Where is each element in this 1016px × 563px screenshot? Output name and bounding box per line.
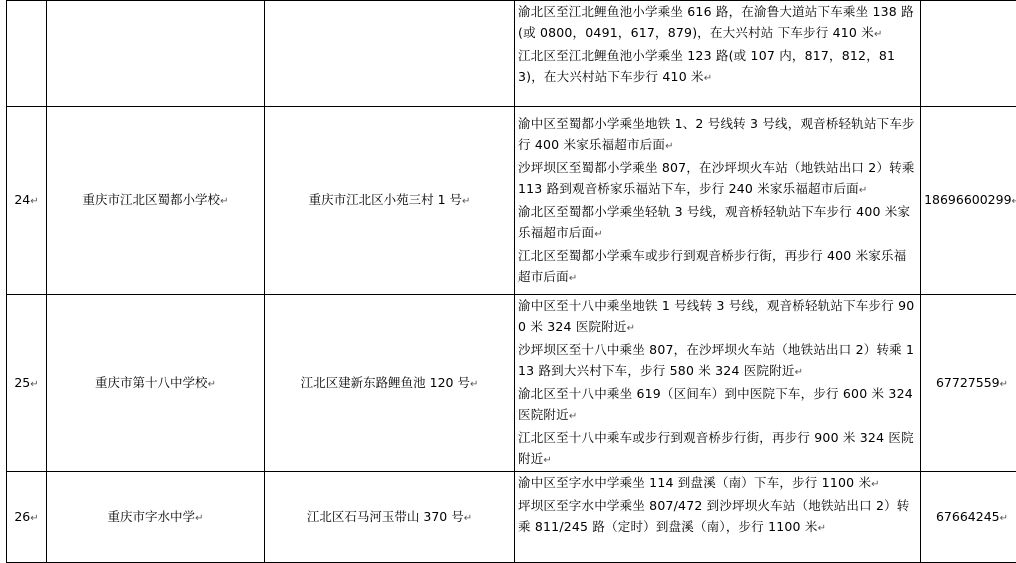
phone-cell: 67727559 ↵: [921, 295, 1016, 472]
route-line: 渝北区至江北鲤鱼池小学乘坐 616 路，在渝鲁大道站下车乘坐 138 路(或 0800，0491，617，879)，在大兴村站 下车步行 410 米 ↵: [518, 1, 917, 45]
address-cell: 江北区石马河玉带山 370 号 ↵: [265, 472, 515, 563]
school-name-cell: 重庆市第十八中学校 ↵: [47, 295, 265, 472]
school-route-table: [6, 0, 1016, 563]
row-number-cell: 26 ↵: [7, 472, 47, 563]
route-line: 渝中区至十八中乘坐地铁 1 号线转 3 号线，观音桥轻轨站下车步行 900 米 324 医院附近 ↵: [518, 295, 917, 339]
phone-cell: [921, 1, 1016, 107]
route-line: 渝北区至十八中乘坐 619（区间车）到中医院下车，步行 600 米 324 医院附近 ↵: [518, 383, 917, 427]
route-line: 江北区至十八中乘车或步行到观音桥步行街，再步行 900 米 324 医院附近 ↵: [518, 427, 917, 471]
address-cell: [265, 1, 515, 107]
row-number-cell: [7, 1, 47, 107]
address-cell: 江北区建新东路鲤鱼池 120 号 ↵: [265, 295, 515, 472]
route-line: 渝中区至字水中学乘坐 114 到盘溪（南）下车，步行 1100 米 ↵: [518, 472, 917, 495]
table-row: [7, 1, 1016, 107]
row-number-cell: 24 ↵: [7, 107, 47, 295]
phone-cell: 67664245 ↵: [921, 472, 1016, 563]
route-line: 坪坝区至字水中学乘坐 807/472 到沙坪坝火车站（地铁站出口 2）转乘 811/245 路（定时）到盘溪（南），步行 1100 米 ↵: [518, 495, 917, 539]
school-name-cell: 重庆市江北区蜀都小学校 ↵: [47, 107, 265, 295]
route-cell: [515, 1, 921, 107]
route-cell: [515, 472, 921, 563]
table-row: [7, 295, 1016, 472]
route-cell: [515, 295, 921, 472]
school-name-cell: [47, 1, 265, 107]
table-row: [7, 107, 1016, 295]
table-row: [7, 472, 1016, 563]
row-number-cell: 25 ↵: [7, 295, 47, 472]
route-line: 江北区至江北鲤鱼池小学乘坐 123 路(或 107 内，817，812，813)，在大兴村站下车步行 410 米 ↵: [518, 45, 917, 89]
route-cell: [515, 107, 921, 295]
route-line: 江北区至蜀都小学乘车或步行到观音桥步行街，再步行 400 米家乐福超市后面 ↵: [518, 245, 917, 289]
school-name-cell: 重庆市字水中学 ↵: [47, 472, 265, 563]
route-line: 渝北区至蜀都小学乘坐轻轨 3 号线，观音桥轻轨站下车步行 400 米家乐福超市后面 ↵: [518, 201, 917, 245]
route-line: 沙坪坝区至蜀都小学乘坐 807，在沙坪坝火车站（地铁站出口 2）转乘 113 路到观音桥家乐福站下车，步行 240 米家乐福超市后面 ↵: [518, 157, 917, 201]
route-line: 渝中区至蜀都小学乘坐地铁 1、2 号线转 3 号线，观音桥轻轨站下车步行 400 米家乐福超市后面 ↵: [518, 113, 917, 157]
address-cell: 重庆市江北区小苑三村 1 号 ↵: [265, 107, 515, 295]
phone-cell: 18696600299 ↵: [921, 107, 1016, 295]
route-line: 沙坪坝区至十八中乘坐 807，在沙坪坝火车站（地铁站出口 2）转乘 113 路到大兴村下车，步行 580 米 324 医院附近 ↵: [518, 339, 917, 383]
